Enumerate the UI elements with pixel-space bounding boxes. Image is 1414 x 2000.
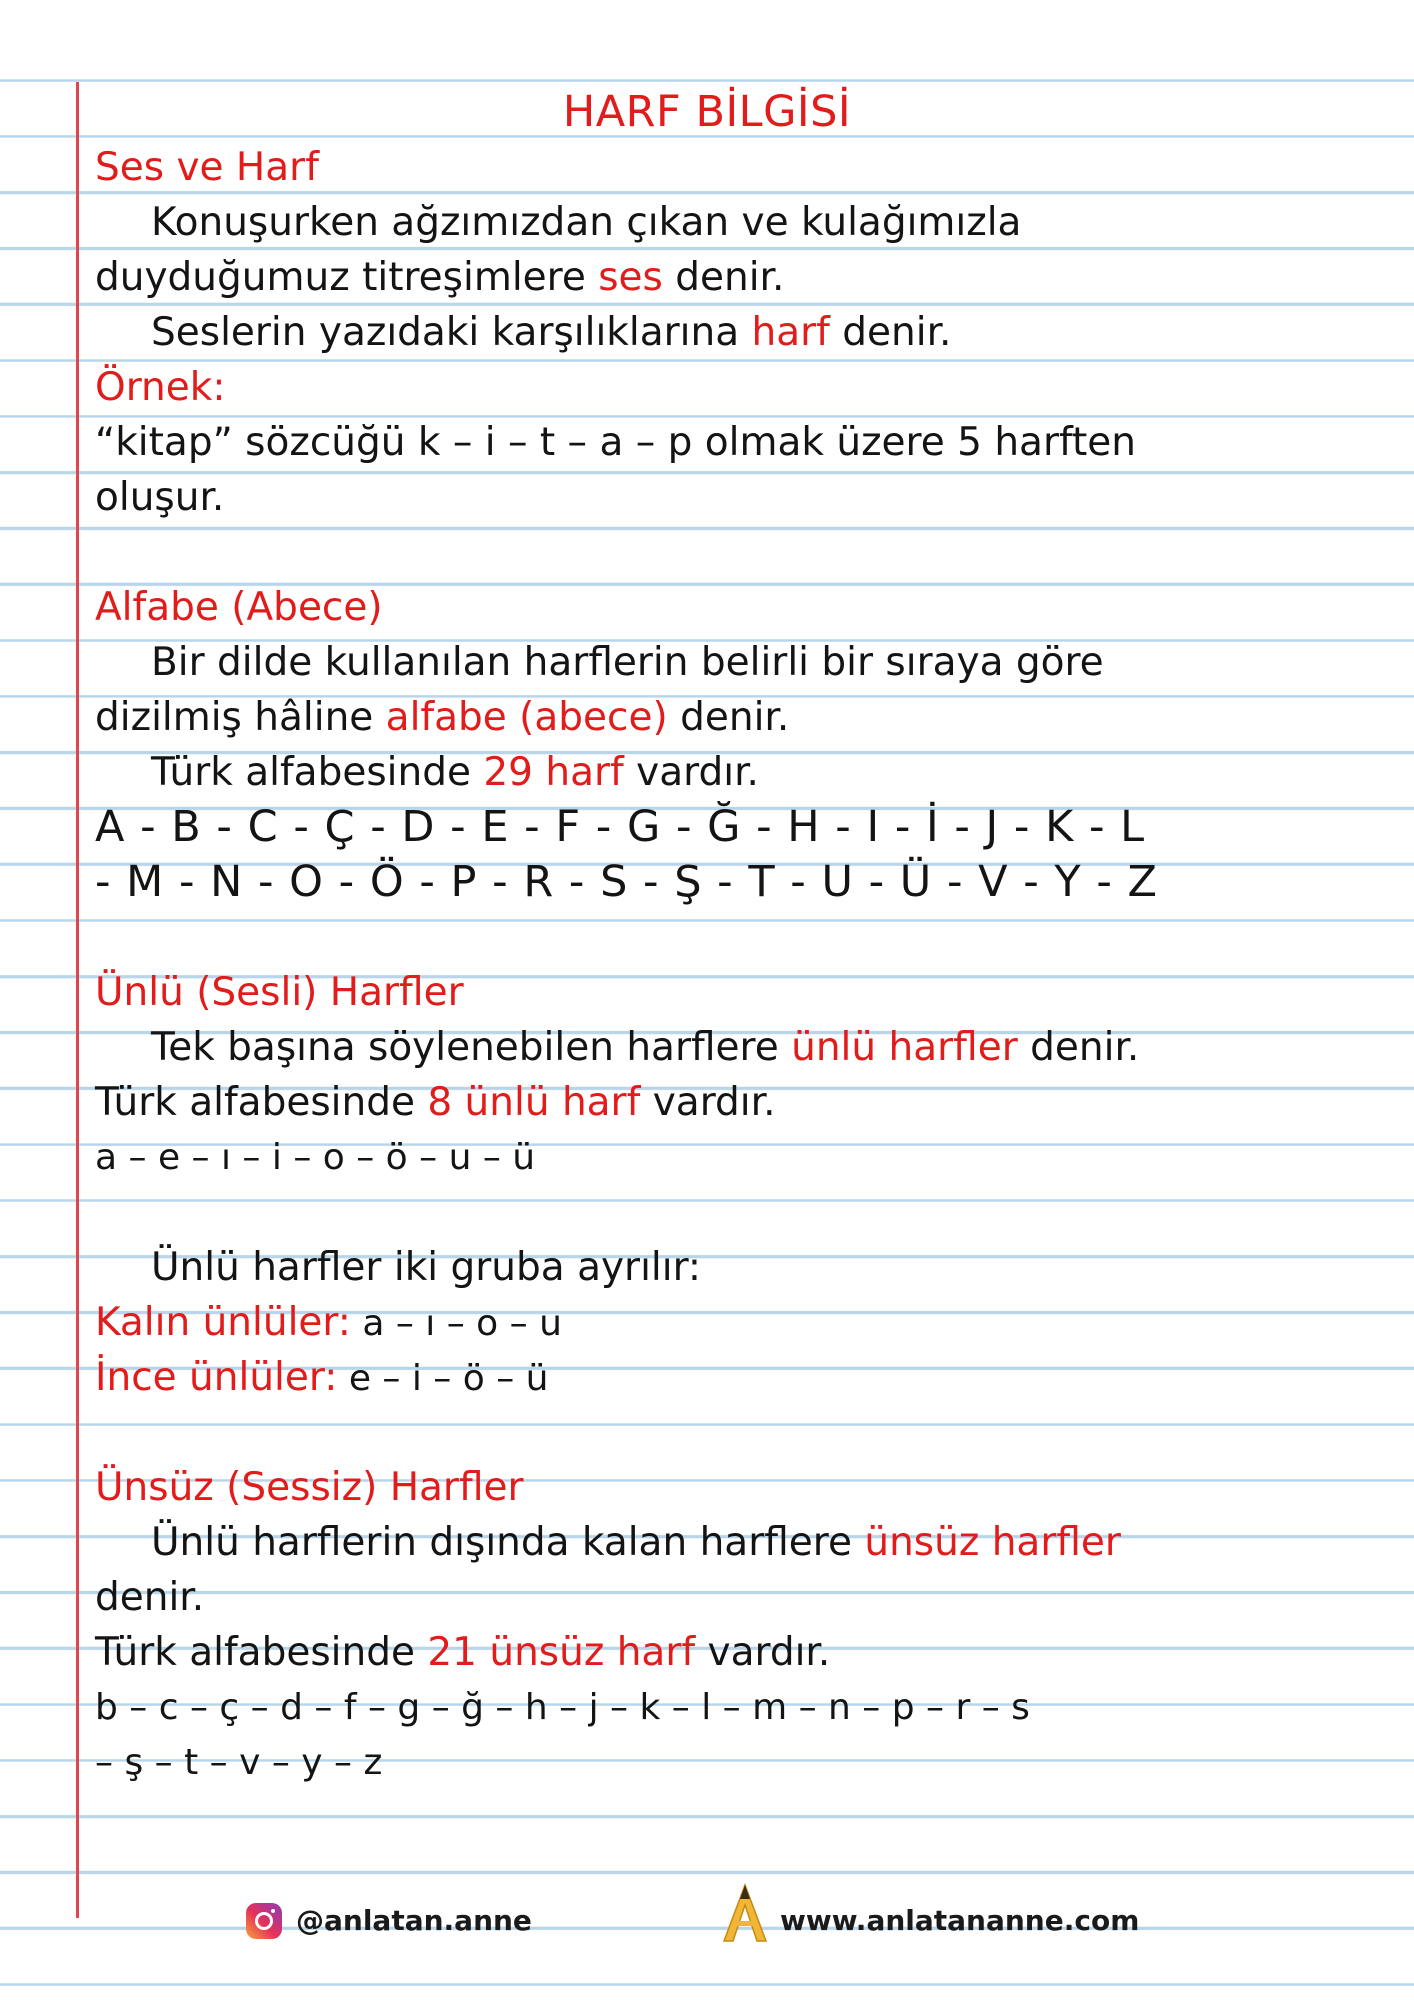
section-heading-ses-ve-harf: Ses ve Harf	[95, 145, 319, 190]
ince-unluler-letters: e – i – ö – ü	[337, 1358, 549, 1399]
kalin-unluler-line	[95, 1295, 1395, 1350]
highlight-term: alfabe (abece)	[385, 695, 668, 740]
kalin-unluler-label: Kalın ünlüler:	[95, 1300, 351, 1345]
example-heading: Örnek:	[95, 365, 226, 410]
highlight-term: ünlü harfler	[791, 1025, 1018, 1070]
paragraph-line: Ünlü harflerin dışında kalan harflere ünsüz harfler	[151, 1520, 1121, 1565]
paragraph-line: Seslerin yazıdaki karşılıklarına harf denir.	[151, 310, 952, 355]
section-heading-unsuz-harfler: Ünsüz (Sessiz) Harfler	[95, 1465, 524, 1510]
instagram-handle[interactable]: @anlatan.anne	[296, 1904, 532, 1937]
consonant-letters-line: b – c – ç – d – f – g – ğ – h – j – k – l – m – n – p – r – s	[95, 1687, 1030, 1728]
highlight-term: 8 ünlü harf	[427, 1080, 641, 1125]
example-line: oluşur.	[95, 475, 225, 520]
ince-unluler-label: İnce ünlüler:	[95, 1355, 338, 1400]
paragraph-line: Konuşurken ağzımızdan çıkan ve kulağımızla	[151, 200, 1022, 245]
example-line: “kitap” sözcüğü k – i – t – a – p olmak üzere 5 harften	[95, 420, 1137, 465]
spacer	[95, 910, 1395, 965]
ince-unluler-line	[95, 1350, 1395, 1405]
paragraph-line: Türk alfabesinde 29 harf vardır.	[151, 750, 759, 795]
paragraph-line: denir.	[95, 1575, 205, 1620]
highlight-term: ünsüz harfler	[864, 1520, 1121, 1565]
document-body	[95, 140, 1395, 1790]
paragraph-line: dizilmiş hâline alfabe (abece) denir.	[95, 695, 790, 740]
section-heading-alfabe: Alfabe (Abece)	[95, 585, 383, 630]
spacer	[95, 1405, 1395, 1460]
page-title: HARF BİLGİSİ	[562, 87, 852, 137]
spacer	[95, 525, 1395, 580]
paragraph-line: Türk alfabesinde 21 ünsüz harf vardır.	[95, 1630, 831, 1675]
paragraph-line: Türk alfabesinde 8 ünlü harf vardır.	[95, 1080, 776, 1125]
instagram-icon	[246, 1903, 282, 1939]
website-link[interactable]: www.anlatananne.com	[780, 1904, 1140, 1937]
highlight-term: 29 harf	[483, 750, 624, 795]
vowel-letters-line: a – e – ı – i – o – ö – u – ü	[95, 1137, 536, 1178]
highlight-term: 21 ünsüz harf	[427, 1630, 696, 1675]
footer	[0, 1895, 1414, 1955]
paragraph-line: Tek başına söylenebilen harflere ünlü harfler denir.	[151, 1025, 1140, 1070]
paragraph-line: Ünlü harfler iki gruba ayrılır:	[151, 1245, 702, 1290]
alphabet-line: A - B - C - Ç - D - E - F - G - Ğ - H - I - İ - J - K - L	[95, 802, 1146, 852]
notebook-margin-line	[76, 82, 79, 1918]
highlight-term: ses	[598, 255, 663, 300]
section-heading-unlu-harfler: Ünlü (Sesli) Harfler	[95, 970, 464, 1015]
paragraph-line: Bir dilde kullanılan harflerin belirli bir sıraya göre	[151, 640, 1104, 685]
paragraph-line: duyduğumuz titreşimlere ses denir.	[95, 255, 785, 300]
kalin-unluler-letters: a – ı – o – u	[350, 1303, 562, 1344]
consonant-letters-line: – ş – t – v – y – z	[95, 1742, 383, 1783]
highlight-term: harf	[751, 310, 830, 355]
pencil-a-logo-icon	[718, 1883, 772, 1943]
spacer	[95, 1185, 1395, 1240]
alphabet-line: - M - N - O - Ö - P - R - S - Ş - T - U - Ü - V - Y - Z	[95, 857, 1158, 907]
